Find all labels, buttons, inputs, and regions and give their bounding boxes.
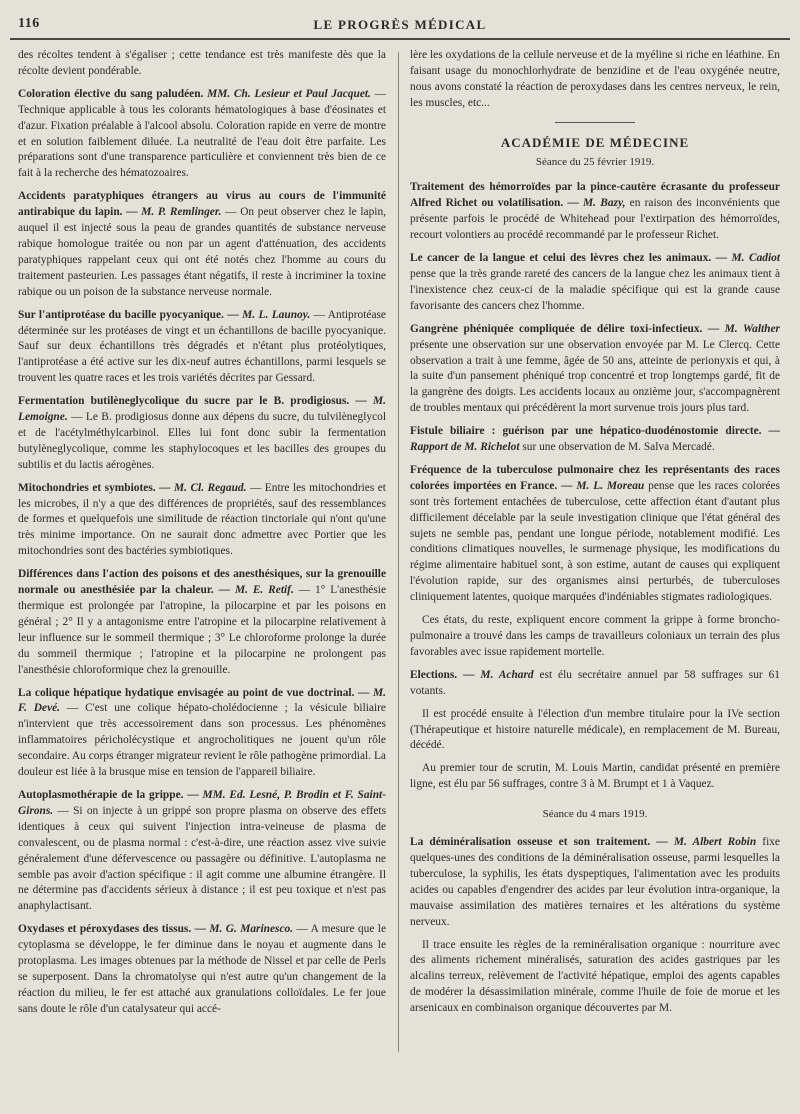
abstract-text: — Technique applicable à tous les colorants hématologiques à base d'éosinates et d'azur. Fixation préalable à l'alcool absolu. Coloration rapide en verre de montre et en solution faiblement diluée. La neutralité de l'eau doit être parfaite. Les préparations sont d'une transparence particulière et conviennent très bien de ce fait à la recherche des hématozoaires. <box>18 87 386 180</box>
abstract-authors: — M. Achard <box>463 668 534 681</box>
abstract-authors: — M. F. Devé. <box>18 686 386 715</box>
page-header <box>10 14 790 36</box>
abstract-title: Traitement des hémorroïdes par la pince-cautère écrasante du professeur Alfred Richet ou volatilisation. <box>410 181 780 210</box>
abstract-colique <box>18 686 386 781</box>
abstract-title: Fréquence de la tuberculose pulmonaire chez les représentants des races colorées importées en France. <box>410 463 780 492</box>
abstract-cancer <box>410 251 780 315</box>
abstract-authors: — M. P. Remlinger. <box>126 206 222 219</box>
abstract-gangrene <box>410 322 780 417</box>
abstract-autoplasmotherapie <box>18 788 386 915</box>
abstract-title: Elections. <box>410 668 458 681</box>
abstract-anesthesiques <box>18 567 386 678</box>
abstract-hemorroides <box>410 180 780 244</box>
abstract-mitochondries <box>18 481 386 561</box>
section-title: ACADÉMIE DE MÉDECINE <box>500 134 690 150</box>
page-number: 116 <box>18 16 40 31</box>
section-rule <box>555 122 635 123</box>
abstract-text: — 1° L'anesthésie thermique est prolongée par l'atropine, la pilocarpine et par les poisons en général ; 2° Il y a antagonisme entre l'atropine et la pilocarpine relativement à leur influence sur le sommeil thermique ; 3° Le chloroforme prolonge la durée du sommeil thermique ; l'atropine et la pilocarpine ne prolongent pas l'anesthésie chloroformique chez la grenouille. <box>18 584 386 676</box>
session-date: Séance du 4 mars 1919. <box>542 808 648 821</box>
abstract-authors: — M. L. Launoy. <box>227 308 311 321</box>
abstract-authors: MM. Ch. Lesieur et Paul Jacquet. <box>207 87 371 100</box>
abstract-paratyphiques <box>18 189 386 300</box>
abstract-title: Fermentation butilèneglycolique du sucre par le B. prodigiosus. <box>18 395 350 408</box>
abstract-fistule <box>410 424 780 456</box>
paragraph: Il trace ensuite les règles de la reminéralisation organique : nourriture avec des aliments richement minéralisés, saturation des acides gastriques par les alcalins terreux, relèvement de l'activité hépatique, emploi des agents capables de modérer la désassimilation minérale, comme l'huile de foie de morue et les arsenicaux en combinaison organique découvertes par M. <box>410 938 780 1015</box>
session-date: Séance du 25 février 1919. <box>535 155 655 168</box>
abstract-demineralisation <box>410 835 780 930</box>
abstract-text: fixe quelques-unes des conditions de la déminéralisation osseuse, parmi lesquelles la tuberculose, la syphilis, les états dyspeptiques, l'alimentation avec les produits acides ou capables d'engendrer des acides par leur évolution intra-organique, la mauvaise assimilation des matières ternaires et les altérations du système nerveux. <box>410 836 780 928</box>
abstract-antiprotease <box>18 308 386 388</box>
abstract-authors: — M. Cl. Regaud. <box>159 481 247 494</box>
abstract-text: en raison des inconvénients que présente parfois le procédé de Whitehead pour l'extirpation des hémorroïdes, recourt volontiers au procédé recommandé par le professeur Richet. <box>410 197 780 242</box>
abstract-text: — C'est une colique hépato-cholédocienne ; la vésicule biliaire n'intervient que très accessoirement dans son processus. Les phénomènes inflammatoires péricholécystique et angrocholitiques ne jouent qu'un rôle secondaire. Au corps étranger migrateur revient le rôle pathogène primordial. La douleur est liée à la brusque mise en tension de l'appareil biliaire. <box>18 702 386 779</box>
abstract-title: Différences dans l'action des poisons et des anesthésiques, sur la grenouille normale ou anesthésiée par la chaleur. <box>18 568 386 597</box>
abstract-title: Autoplasmothérapie de la grippe. <box>18 788 184 801</box>
abstract-text: pense que les races colorées sont très fortement entachées de tuberculose, cette affection étant d'autant plus difficilement décelable par la seule investigation clinique que l'état général des sujets ne semble pas, pendant une longue période, notablement modifié. Les conditions climatiques nouvelles, le surmenage physique, les modifications du régime alimentaire habituel sont, à son estime, autant de causes qui expliquent l'évolution rapide, sur des organismes ainsi perturbés, de tuberculoses cliniquement latentes, quoique marquées d'indéniables stigmates radiologiques. <box>410 479 780 604</box>
abstract-authors: — M. Lemoigne. <box>18 395 386 424</box>
abstract-tuberculose <box>410 463 780 606</box>
paragraph: Ces états, du reste, expliquent encore comment la grippe à forme broncho-pulmonaire a trouvé dans les camps de travailleurs coloniaux un terrain des plus favorables avec issue rapidement mortelle. <box>410 614 780 658</box>
paragraph: Au premier tour de scrutin, M. Louis Martin, candidat présenté en première ligne, est élu par 56 suffrages, contre 3 à M. Brumpt et 1 à Vaquez. <box>410 762 780 791</box>
abstract-authors: — M. Cadiot <box>715 252 780 265</box>
abstract-authors: — M. Bazy, <box>567 197 626 210</box>
abstract-authors: — M. E. Retif. <box>218 584 294 597</box>
abstract-title: Gangrène phéniquée compliquée de délire toxi-infectieux. <box>410 322 703 335</box>
abstract-text: — On peut observer chez le lapin, auquel il est injecté sous la peau de grandes quantités de substance nerveuse rabique homologue traitée ou non par un agent d'atténuation, des accidents paratyphiques rappelant ceux qui ont été notés chez l'homme au cours du traitement pasteurien. Les passages étant négatifs, il reste à incriminer la toxine rabique ou un poison de la substance nerveuse normale. <box>18 206 386 298</box>
abstract-text: présente une observation sur une observation envoyée par M. Le Clercq. Cette observation a trait à une femme, âgée de 50 ans, atteinte de perionyxis et qui, à la suite d'un pansement phéniqué trop concentré et trop longtemps gardé, fit de la gangrène des doigts. Les accidents locaux au onzième jour, s'accompagnèrent de troubles mentaux qui précédèrent la mort survenue trois jours plus tard. <box>410 338 780 415</box>
abstract-authors: — M. G. Marinesco. <box>194 923 294 936</box>
abstract-title: Fistule biliaire : guérison par une hépatico-duodénostomie directe. <box>410 425 762 438</box>
abstract-fermentation <box>18 394 386 474</box>
paragraph: Il est procédé ensuite à l'élection d'un membre titulaire pour la IVe section (Thérapeutique et histoire naturelle médicale), en remplacement de M. Bureau, décédé. <box>410 707 780 752</box>
abstract-elections <box>410 668 780 700</box>
column-divider <box>398 52 399 1052</box>
paragraph: des récoltes tendent à s'égaliser ; cette tendance est très manifeste dès que la récolte devient pondérable. <box>18 49 386 77</box>
abstract-text: pense que la très grande rareté des cancers de la langue chez les animaux tient à l'inexistence chez ceux-ci de la maladie spécifique qui est la grande cause favorisante des cancers chez l'homme. <box>410 267 780 312</box>
abstract-text: — Si on injecte à un grippé son propre plasma on observe des effets identiques à ceux qui suivent l'injection intra-veineuse de plasma de convalescent, ou de plasma normal : c'est-à-dire, une réaction assez vive suivie généralement d'une défervescence ou passagère ou définitive. L'autoplasma ne semble pas avoir d'action spécifique : il agit comme une albumine étrangère. Il ne détermine pas d'accidents sérieux à distance ; il est peu toxique et n'est pas anaphylactisant. <box>18 804 386 913</box>
abstract-coloration <box>18 87 386 182</box>
header-rule <box>10 38 790 40</box>
abstract-title: Coloration élective du sang paludéen. <box>18 87 204 100</box>
paragraph: lère les oxydations de la cellule nerveuse et de la myéline si riche en léathine. En faisant usage du monochlorhydrate de benzidine et de l'eau oxygénée neutre, nous avons constaté la réaction de peroxydases dans les centres nerveux, le rein, les muscles, etc... <box>410 49 780 109</box>
abstract-text: est élu secrétaire annuel par 58 suffrages sur 61 votants. <box>410 668 780 697</box>
left-column <box>18 48 386 1100</box>
abstract-title: La déminéralisation osseuse et son traitement. <box>410 836 651 849</box>
abstract-text: sur une observation de M. Salva Mercadé. <box>522 441 715 454</box>
abstract-authors: — M. L. Moreau <box>561 479 645 492</box>
abstract-text: — Entre les mitochondries et les microbes, il n'y a que des différences de propriétés, sauf des ressemblances de formes et quelquefois une similitude de réaction tinctoriale qui n'ont qu'une très minime importance. On ne saurait donc admettre avec Portier que les mitochondries sont des bactéries symbiotiques. <box>18 481 386 558</box>
abstract-title: Mitochondries et symbiotes. <box>18 481 156 494</box>
abstract-text: — Le B. prodigiosus donne aux dépens du sucre, du tulvilèneglycol et de l'acétylméthylcarbinol. Elles lui font donc subir la fermentation butylèneglycolique, comme les staphylocoques et les bacilles des groupes du subtilis et du lactis aérogènes. <box>18 411 386 471</box>
abstract-authors: — M. Walther <box>707 322 780 335</box>
abstract-title: Oxydases et péroxydases des tissus. <box>18 923 192 936</box>
abstract-authors: — MM. Ed. Lesné, P. Brodin et F. Saint-Girons. <box>18 788 386 817</box>
abstract-text: — A mesure que le cytoplasma se développe, le fer diminue dans le noyau et augmente dans le protoplasma. Les images obtenues par la méthode de Nissel et par celle de Perls se superposent. Dans la chromatolyse qui n'est autre qu'un changement de la réaction du milieu, le fer est attaché aux granulations colloïdales. Le fer joue sans doute le rôle d'un catalysateur qui accé- <box>18 923 386 1015</box>
abstract-title: Sur l'antiprotéase du bacille pyocyanique. <box>18 308 224 321</box>
running-title: LE PROGRÈS MÉDICAL <box>313 17 487 32</box>
abstract-oxydases <box>18 922 386 1017</box>
abstract-title: La colique hépatique hydatique envisagée au point de vue doctrinal. <box>18 686 355 699</box>
abstract-authors: — M. Albert Robin <box>656 836 757 849</box>
abstract-title: Accidents paratyphiques étrangers au virus au cours de l'immunité antirabique du lapin. <box>18 190 386 219</box>
abstract-title: Le cancer de la langue et celui des lèvres chez les animaux. <box>410 252 712 265</box>
abstract-text: — Antiprotéase déterminée sur les protéases de vingt et un échantillons de bacille pyocyanique. Sauf sur deux échantillons très dégradés et n'étant plus protéolytiques, l'antiprotéase a été active sur les dix-neuf autres échantillons, parmi lesquels se trouvent les quatre races et les trois variétés décrites par Gessard. <box>18 308 386 385</box>
right-column <box>410 48 780 1100</box>
abstract-authors: — Rapport de M. Richelot <box>410 425 780 454</box>
